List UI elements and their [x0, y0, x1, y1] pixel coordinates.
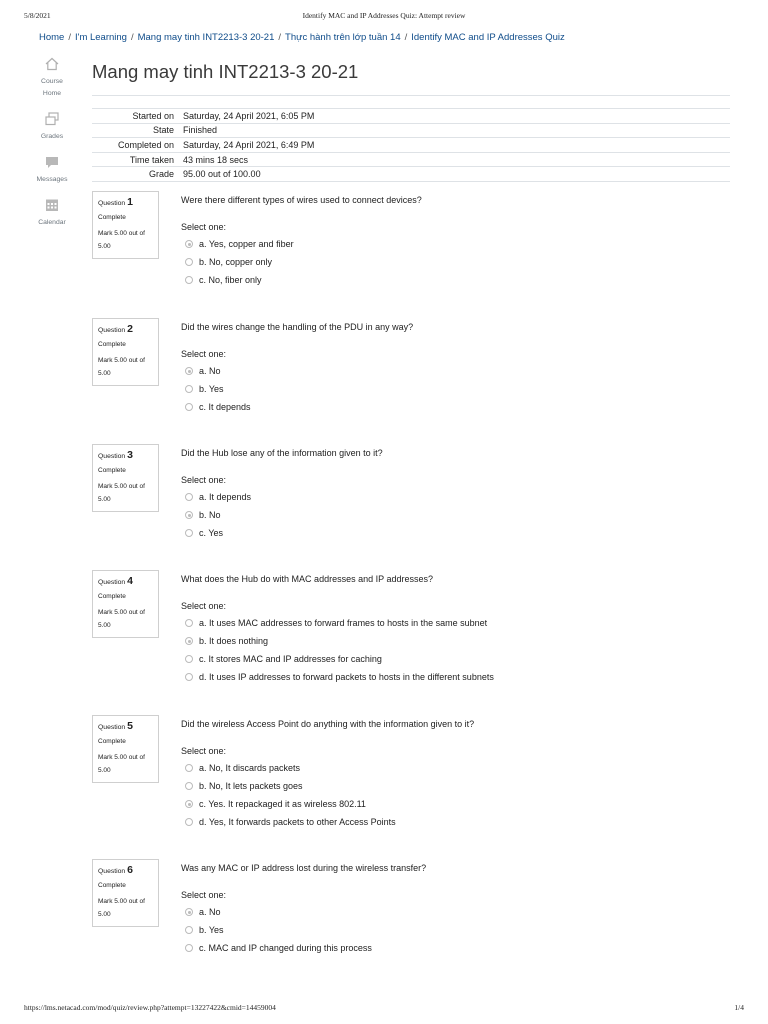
side-nav	[30, 56, 74, 240]
nav-label: Course Home	[41, 78, 63, 97]
print-title: Identify MAC and IP Addresses Quiz: Attempt review	[302, 11, 466, 20]
radio-button[interactable]	[185, 403, 193, 411]
question-text: Did the wireless Access Point do anything with the information given to it?	[181, 719, 475, 729]
breadcrumb-week[interactable]: Thực hành trên lớp tuần 14	[285, 31, 401, 43]
answer-option[interactable]	[185, 488, 251, 506]
answer-label: b. No, It lets packets goes	[199, 781, 303, 791]
print-url: https://lms.netacad.com/mod/quiz/review.php?attempt=13227422&cmid=14459004	[24, 1003, 276, 1012]
question-info-box	[92, 859, 159, 927]
radio-button-checked[interactable]	[185, 637, 193, 645]
answer-option[interactable]	[185, 271, 294, 289]
answer-label: b. No, copper only	[199, 257, 273, 267]
answer-label: b. Yes	[199, 384, 224, 394]
title-divider	[92, 95, 730, 96]
summary-label: Grade	[148, 169, 174, 180]
question-mark: Mark 5.00 out of 5.00	[98, 898, 145, 918]
answer-label: a. It depends	[199, 492, 252, 502]
answer-option[interactable]	[185, 235, 294, 253]
print-page-number: 1/4	[734, 1003, 744, 1012]
question-state: Complete	[98, 214, 126, 221]
answer-label: d. It uses IP addresses to forward packets to hosts in the different subnets	[199, 672, 494, 682]
select-one-prompt: Select one:	[181, 890, 227, 900]
question-mark: Mark 5.00 out of 5.00	[98, 230, 145, 250]
answer-option[interactable]	[185, 614, 494, 632]
question-state: Complete	[98, 593, 126, 600]
radio-button[interactable]	[185, 818, 193, 826]
answer-option[interactable]	[185, 380, 251, 398]
question-text: What does the Hub do with MAC addresses and IP addresses?	[181, 574, 433, 584]
breadcrumb-separator: /	[278, 31, 282, 43]
calendar-icon	[44, 197, 60, 213]
question-text: Did the Hub lose any of the information given to it?	[181, 448, 383, 458]
select-one-prompt: Select one:	[181, 475, 227, 485]
radio-button[interactable]	[185, 944, 193, 952]
summary-value: Saturday, 24 April 2021, 6:05 PM	[183, 110, 315, 121]
question-number: Question 2	[98, 323, 133, 335]
summary-row	[92, 152, 730, 167]
radio-button[interactable]	[185, 385, 193, 393]
question-mark: Mark 5.00 out of 5.00	[98, 357, 145, 377]
answer-label: b. No	[199, 510, 221, 520]
question-text: Was any MAC or IP address lost during the wireless transfer?	[181, 863, 427, 873]
radio-button-checked[interactable]	[185, 908, 193, 916]
nav-label: Messages	[36, 176, 68, 183]
nav-grades[interactable]	[30, 111, 74, 143]
question-info-box	[92, 444, 159, 512]
question-info-box	[92, 318, 159, 386]
question-number: Question 1	[98, 196, 133, 208]
question-number: Question 3	[98, 449, 133, 461]
question-info-box	[92, 715, 159, 783]
question-mark: Mark 5.00 out of 5.00	[98, 483, 145, 503]
breadcrumb-home[interactable]: Home	[39, 31, 65, 43]
answer-option[interactable]	[185, 650, 494, 668]
answer-option[interactable]	[185, 921, 372, 939]
print-date: 5/8/2021	[24, 11, 51, 20]
summary-row	[92, 167, 730, 182]
summary-value: 95.00 out of 100.00	[183, 169, 261, 180]
nav-course-home[interactable]	[30, 56, 74, 100]
answer-option[interactable]	[185, 939, 372, 957]
summary-row	[92, 109, 730, 124]
radio-button[interactable]	[185, 619, 193, 627]
answer-option[interactable]	[185, 668, 494, 686]
question-info-box	[92, 191, 159, 259]
answer-label: c. No, fiber only	[199, 275, 262, 285]
answer-label: a. It uses MAC addresses to forward frames to hosts in the same subnet	[199, 618, 488, 628]
home-icon	[44, 56, 60, 72]
summary-row	[92, 123, 730, 138]
answer-option[interactable]	[185, 506, 251, 524]
answer-list	[185, 235, 294, 289]
radio-button[interactable]	[185, 258, 193, 266]
page-title: Mang may tinh INT2213-3 20-21	[92, 61, 359, 82]
answer-label: a. No	[199, 907, 221, 917]
answer-list	[185, 614, 494, 686]
messages-icon	[44, 154, 60, 170]
answer-label: c. Yes. It repackaged it as wireless 802.11	[199, 799, 366, 809]
nav-messages[interactable]	[30, 154, 74, 186]
answer-list	[185, 759, 396, 831]
question-number: Question 4	[98, 575, 133, 587]
summary-value: Saturday, 24 April 2021, 6:49 PM	[183, 139, 315, 150]
answer-label: d. Yes, It forwards packets to other Access Points	[199, 817, 396, 827]
nav-label: Calendar	[38, 219, 66, 226]
radio-button[interactable]	[185, 276, 193, 284]
answer-label: a. Yes, copper and fiber	[199, 239, 294, 249]
radio-button-checked[interactable]	[185, 800, 193, 808]
print-footer	[0, 1003, 768, 1015]
nav-label: Grades	[40, 133, 64, 140]
answer-label: a. No	[199, 366, 221, 376]
breadcrumb-quiz[interactable]: Identify MAC and IP Addresses Quiz	[411, 31, 565, 43]
answer-option[interactable]	[185, 253, 294, 271]
breadcrumb-separator: /	[68, 31, 71, 43]
summary-value: Finished	[183, 125, 218, 136]
question-mark: Mark 5.00 out of 5.00	[98, 609, 145, 629]
radio-button-checked[interactable]	[185, 511, 193, 519]
radio-button[interactable]	[185, 529, 193, 537]
question-state: Complete	[98, 467, 126, 474]
answer-option[interactable]	[185, 632, 494, 650]
answer-label: b. Yes	[199, 925, 224, 935]
answer-option[interactable]	[185, 398, 251, 416]
summary-value: 43 mins 18 secs	[183, 154, 249, 165]
summary-label: Started on	[132, 110, 174, 121]
breadcrumb-separator: /	[130, 31, 134, 43]
answer-label: c. It stores MAC and IP addresses for caching	[199, 654, 382, 664]
summary-label: Completed on	[117, 139, 174, 150]
select-one-prompt: Select one:	[181, 349, 227, 359]
answer-label: c. It depends	[199, 402, 251, 412]
question-text: Were there different types of wires used to connect devices?	[181, 195, 422, 205]
radio-button[interactable]	[185, 926, 193, 934]
select-one-prompt: Select one:	[181, 746, 227, 756]
select-one-prompt: Select one:	[181, 222, 227, 232]
answer-option[interactable]	[185, 777, 396, 795]
question-number: Question 5	[98, 720, 133, 732]
summary-row	[92, 138, 730, 153]
breadcrumb	[39, 30, 565, 44]
answer-list	[185, 488, 251, 542]
answer-option[interactable]	[185, 362, 251, 380]
answer-label: a. No, It discards packets	[199, 763, 301, 773]
question-state: Complete	[98, 882, 126, 889]
summary-label: State	[152, 125, 174, 136]
print-header	[0, 11, 768, 23]
radio-button[interactable]	[185, 764, 193, 772]
question-text: Did the wires change the handling of the PDU in any way?	[181, 322, 414, 332]
select-one-prompt: Select one:	[181, 601, 227, 611]
answer-label: c. MAC and IP changed during this process	[199, 943, 372, 953]
radio-button[interactable]	[185, 782, 193, 790]
question-info-box	[92, 570, 159, 638]
question-state: Complete	[98, 341, 126, 348]
answer-option[interactable]	[185, 903, 372, 921]
answer-list	[185, 362, 251, 416]
radio-button[interactable]	[185, 493, 193, 501]
attempt-summary-table	[92, 108, 730, 182]
answer-option[interactable]	[185, 795, 396, 813]
radio-button[interactable]	[185, 673, 193, 681]
question-state: Complete	[98, 738, 126, 745]
question-number: Question 6	[98, 864, 133, 876]
nav-calendar[interactable]	[30, 197, 74, 229]
question-mark: Mark 5.00 out of 5.00	[98, 754, 145, 774]
answer-option[interactable]	[185, 759, 396, 777]
radio-button-checked[interactable]	[185, 240, 193, 248]
answer-label: c. Yes	[199, 528, 224, 538]
radio-button[interactable]	[185, 655, 193, 663]
answer-label: b. It does nothing	[199, 636, 269, 646]
breadcrumb-course[interactable]: Mang may tinh INT2213-3 20-21	[137, 31, 275, 43]
summary-label: Time taken	[129, 154, 174, 165]
grades-icon	[44, 111, 60, 127]
breadcrumb-separator: /	[404, 31, 408, 43]
radio-button-checked[interactable]	[185, 367, 193, 375]
answer-list	[185, 903, 372, 957]
answer-option[interactable]	[185, 524, 251, 542]
breadcrumb-learning[interactable]: I'm Learning	[74, 31, 127, 43]
answer-option[interactable]	[185, 813, 396, 831]
